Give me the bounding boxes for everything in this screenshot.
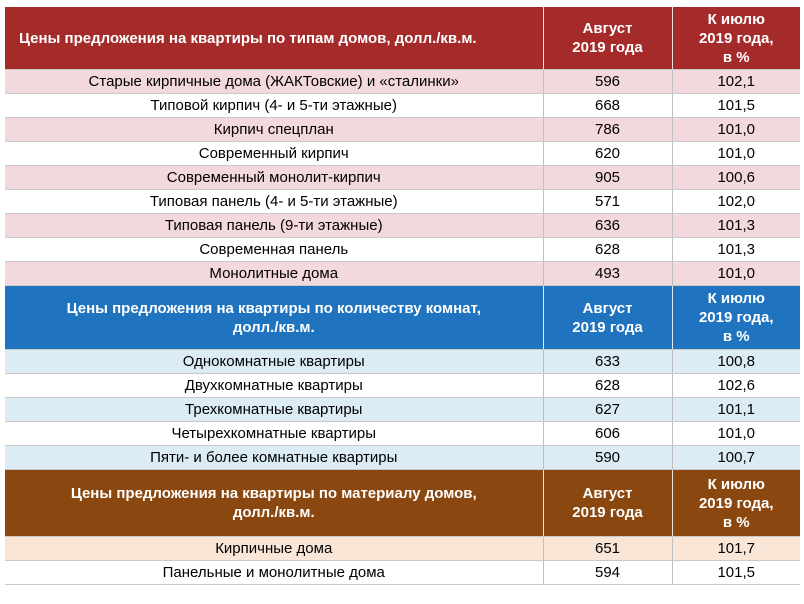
row-label: Монолитные дома bbox=[5, 262, 543, 286]
price-cell: 571 bbox=[543, 190, 672, 214]
row-label: Четырехкомнатные квартиры bbox=[5, 422, 543, 446]
row-label: Типовой кирпич (4- и 5-ти этажные) bbox=[5, 94, 543, 118]
table-row bbox=[5, 374, 800, 398]
price-cell: 636 bbox=[543, 214, 672, 238]
percent-cell: 101,0 bbox=[672, 262, 800, 286]
percent-cell: 101,0 bbox=[672, 118, 800, 142]
table-row bbox=[5, 398, 800, 422]
percent-cell: 100,6 bbox=[672, 166, 800, 190]
table-row bbox=[5, 561, 800, 585]
table-row bbox=[5, 214, 800, 238]
percent-cell: 101,0 bbox=[672, 142, 800, 166]
percent-cell: 102,0 bbox=[672, 190, 800, 214]
price-cell: 596 bbox=[543, 70, 672, 94]
row-label: Панельные и монолитные дома bbox=[5, 561, 543, 585]
table-row bbox=[5, 70, 800, 94]
column-header-to-july: К июлю 2019 года, в % bbox=[672, 7, 800, 70]
column-header-august: Август 2019 года bbox=[543, 286, 672, 350]
percent-cell: 102,1 bbox=[672, 70, 800, 94]
table-title: Цены предложения на квартиры по материалу домов, долл./кв.м. bbox=[5, 470, 543, 537]
row-label: Кирпичные дома bbox=[5, 537, 543, 561]
table-row bbox=[5, 262, 800, 286]
table-row bbox=[5, 537, 800, 561]
price-cell: 628 bbox=[543, 374, 672, 398]
row-label: Двухкомнатные квартиры bbox=[5, 374, 543, 398]
row-label: Современный монолит-кирпич bbox=[5, 166, 543, 190]
table-row bbox=[5, 238, 800, 262]
column-header-august: Август 2019 года bbox=[543, 470, 672, 537]
table-row bbox=[5, 190, 800, 214]
table-title: Цены предложения на квартиры по количеству комнат, долл./кв.м. bbox=[5, 286, 543, 350]
table-row bbox=[5, 446, 800, 470]
row-label: Пяти- и более комнатные квартиры bbox=[5, 446, 543, 470]
price-cell: 786 bbox=[543, 118, 672, 142]
column-header-to-july: К июлю 2019 года, в % bbox=[672, 286, 800, 350]
price-cell: 905 bbox=[543, 166, 672, 190]
price-cell: 493 bbox=[543, 262, 672, 286]
table-header bbox=[5, 470, 800, 537]
row-label: Однокомнатные квартиры bbox=[5, 350, 543, 374]
row-label: Старые кирпичные дома (ЖАКТовские) и «сталинки» bbox=[5, 70, 543, 94]
price-cell: 627 bbox=[543, 398, 672, 422]
percent-cell: 101,3 bbox=[672, 238, 800, 262]
price-cell: 668 bbox=[543, 94, 672, 118]
table-by-material bbox=[5, 470, 800, 585]
table-by-room-count bbox=[5, 286, 800, 470]
table-row bbox=[5, 94, 800, 118]
table-row bbox=[5, 422, 800, 446]
row-label: Современная панель bbox=[5, 238, 543, 262]
price-cell: 620 bbox=[543, 142, 672, 166]
table-row bbox=[5, 142, 800, 166]
price-cell: 633 bbox=[543, 350, 672, 374]
row-label: Трехкомнатные квартиры bbox=[5, 398, 543, 422]
table-title: Цены предложения на квартиры по типам домов, долл./кв.м. bbox=[5, 7, 543, 70]
percent-cell: 102,6 bbox=[672, 374, 800, 398]
row-label: Кирпич спецплан bbox=[5, 118, 543, 142]
column-header-august: Август 2019 года bbox=[543, 7, 672, 70]
table-header bbox=[5, 7, 800, 70]
price-cell: 651 bbox=[543, 537, 672, 561]
row-label: Типовая панель (4- и 5-ти этажные) bbox=[5, 190, 543, 214]
percent-cell: 101,7 bbox=[672, 537, 800, 561]
percent-cell: 101,0 bbox=[672, 422, 800, 446]
row-label: Современный кирпич bbox=[5, 142, 543, 166]
table-by-house-type bbox=[5, 7, 800, 286]
percent-cell: 101,5 bbox=[672, 94, 800, 118]
price-cell: 628 bbox=[543, 238, 672, 262]
table-header bbox=[5, 286, 800, 350]
column-header-to-july: К июлю 2019 года, в % bbox=[672, 470, 800, 537]
percent-cell: 101,5 bbox=[672, 561, 800, 585]
percent-cell: 100,7 bbox=[672, 446, 800, 470]
table-row bbox=[5, 118, 800, 142]
table-row bbox=[5, 350, 800, 374]
price-cell: 594 bbox=[543, 561, 672, 585]
table-row bbox=[5, 166, 800, 190]
price-cell: 606 bbox=[543, 422, 672, 446]
price-cell: 590 bbox=[543, 446, 672, 470]
percent-cell: 101,3 bbox=[672, 214, 800, 238]
percent-cell: 100,8 bbox=[672, 350, 800, 374]
price-tables bbox=[5, 7, 800, 585]
row-label: Типовая панель (9-ти этажные) bbox=[5, 214, 543, 238]
percent-cell: 101,1 bbox=[672, 398, 800, 422]
